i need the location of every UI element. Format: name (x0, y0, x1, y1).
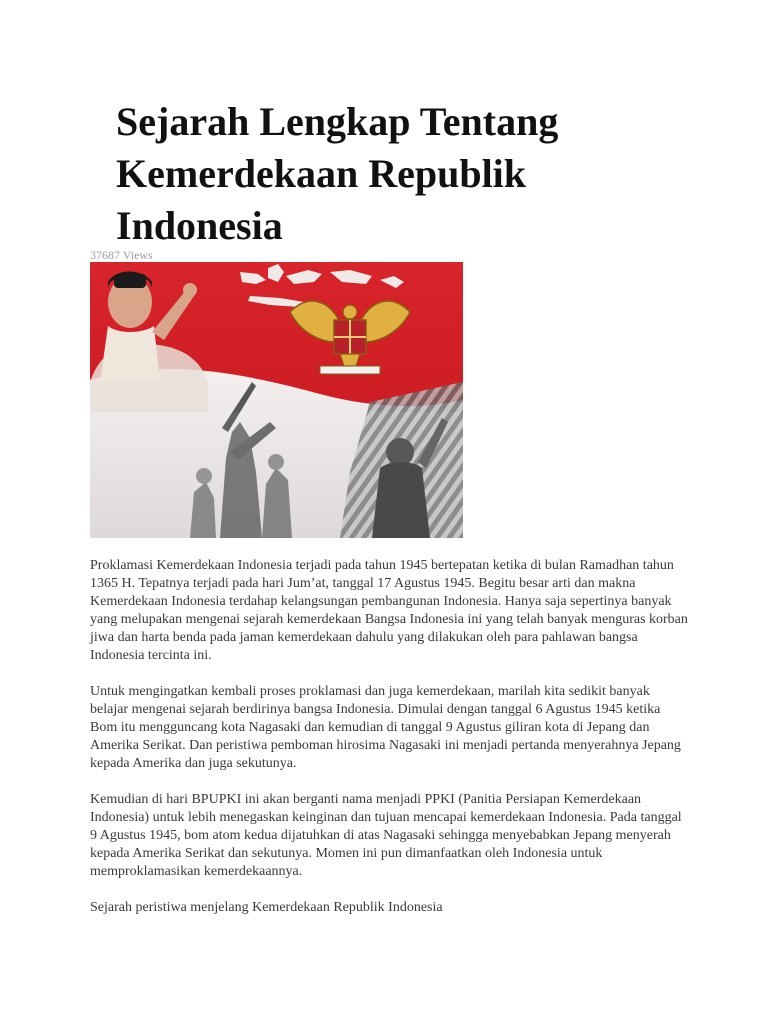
article-paragraph: Untuk mengingatkan kembali proses proklamasi dan juga kemerdekaan, marilah kita sedikit banyak belajar mengenai sejarah berdirinya bangsa Indonesia. Dimulai dengan tanggal 6 Agustus 1945 ketika Bom itu mengguncang kota Nagasaki dan kemudian di tanggal 9 Agustus giliran kota di Jepang dan Amerika Serikat. Dan peristiwa pemboman hirosima Nagasaki ini menjadi pertanda menyerahnya Jepang kepada Amerika dan juga sekutunya. (90, 684, 681, 771)
article-body (90, 557, 690, 935)
article-subheading: Sejarah peristiwa menjelang Kemerdekaan Republik Indonesia (90, 900, 443, 915)
article-paragraph: Proklamasi Kemerdekaan Indonesia terjadi pada tahun 1945 bertepatan ketika di bulan Ramadhan tahun 1365 H. Tepatnya terjadi pada hari Jum’at, tanggal 17 Agustus 1945. Begitu besar arti dan makna Kemerdekaan Indonesia terdahap kelangsungan pembangunan Indonesia. Hanya saja sepertinya banyak yang melupakan mengenai sejarah kemerdekaan Bangsa Indonesia ini yang telah banyak menguras korban jiwa dan harta benda pada jaman kemerdekaan dahulu yang dilakukan oleh para pahlawan bangsa Indonesia tercinta ini. (90, 558, 688, 663)
hero-image (90, 262, 463, 538)
proclamation-collage-image (90, 262, 463, 538)
page-title: Sejarah Lengkap Tentang Kemerdekaan Republik Indonesia (116, 99, 559, 248)
view-count: 37687 Views (90, 248, 153, 262)
article-paragraph: Kemudian di hari BPUPKI ini akan berganti nama menjadi PPKI (Panitia Persiapan Kemerdekaan Indonesia) untuk lebih menegaskan keinginan dan tujuan mencapai kemerdekaan Indonesia. Pada tanggal 9 Agustus 1945, bom atom kedua dijatuhkan di atas Nagasaki sehingga menyebabkan Jepang menyerah kepada Amerika Serikat dan sekutunya. Momen ini pun dimanfaatkan oleh Indonesia untuk memproklamasikan kemerdekaannya. (90, 792, 682, 879)
